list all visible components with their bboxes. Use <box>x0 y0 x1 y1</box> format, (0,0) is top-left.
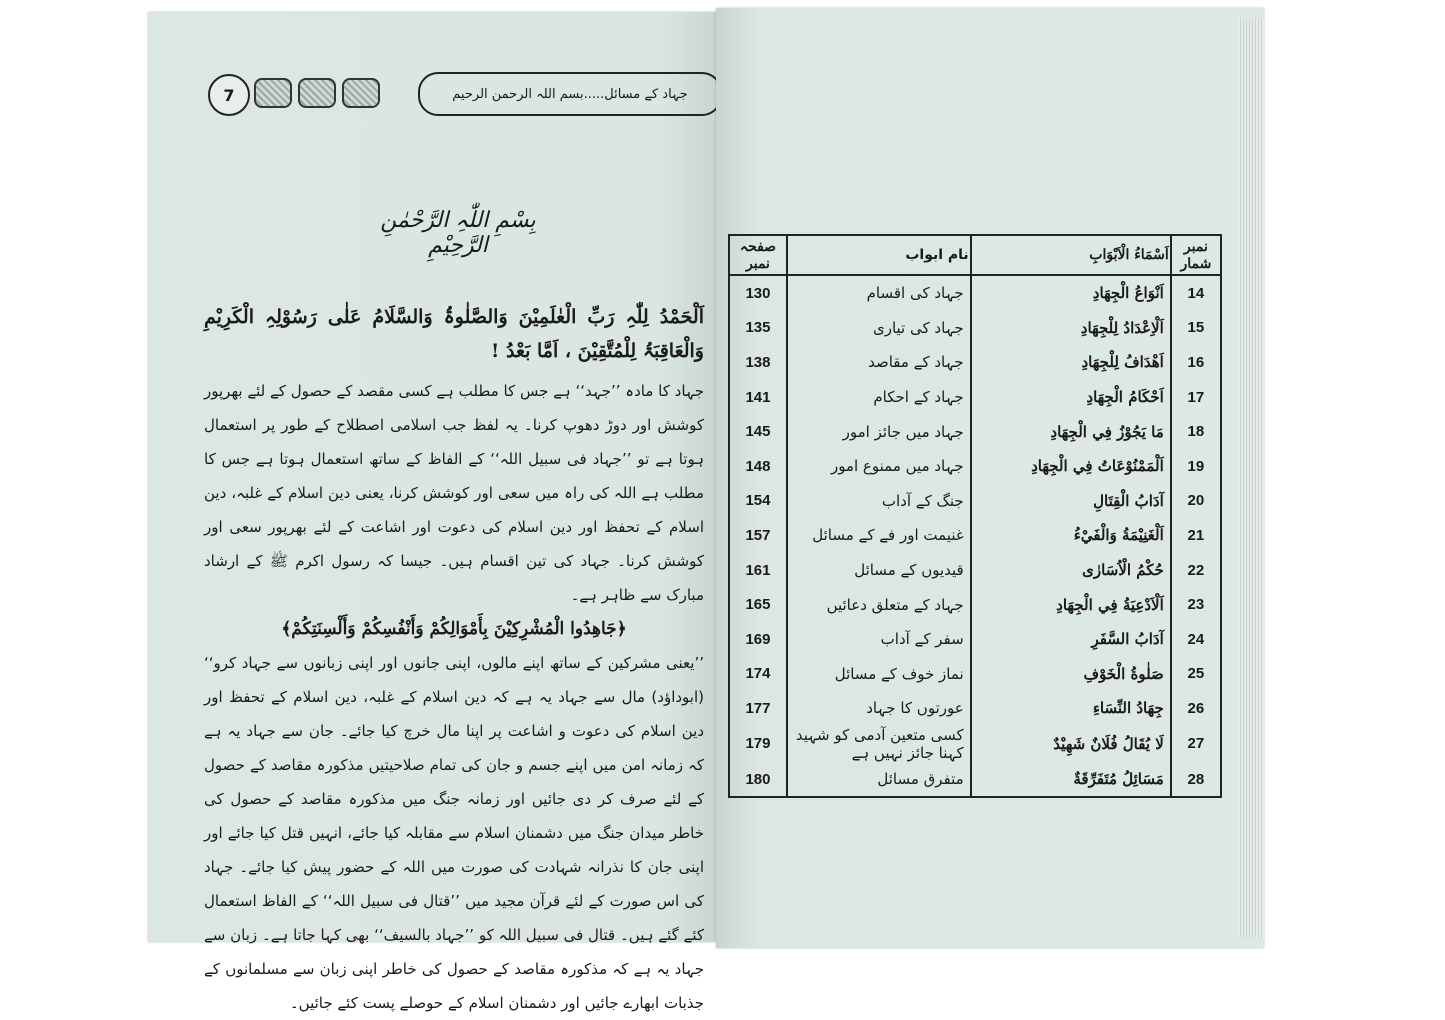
row-page: 148 <box>729 449 787 484</box>
row-urdu-title: نماز خوف کے مسائل <box>787 657 971 692</box>
bismillah-calligraphy: بِسْمِ اللّٰہِ الرَّحْمٰنِ الرَّحِیْمِ <box>380 208 536 258</box>
row-number: 21 <box>1171 518 1221 553</box>
row-number: 17 <box>1171 380 1221 415</box>
row-arabic-title: اَنْوَاعُ الْجِهَادِ <box>971 275 1171 311</box>
row-arabic-title: مَسَائِلُ مُتَفَرِّقَةٌ <box>971 762 1171 798</box>
table-row <box>729 484 1221 519</box>
row-number: 18 <box>1171 414 1221 449</box>
row-urdu-title: جہاد کے مقاصد <box>787 345 971 380</box>
header-ornament-icon <box>254 78 404 110</box>
table-row <box>729 691 1221 726</box>
row-urdu-title: جہاد میں ممنوع امور <box>787 449 971 484</box>
row-page: 161 <box>729 553 787 588</box>
row-number: 19 <box>1171 449 1221 484</box>
row-arabic-title: اَلْاِعْدَادُ لِلْجِهَادِ <box>971 311 1171 346</box>
row-page: 145 <box>729 414 787 449</box>
table-row <box>729 380 1221 415</box>
row-page: 174 <box>729 657 787 692</box>
table-row <box>729 449 1221 484</box>
header-urdu: نام ابواب <box>787 235 971 275</box>
row-arabic-title: اَحْكَامُ الْجِهَادِ <box>971 380 1171 415</box>
row-number: 28 <box>1171 762 1221 798</box>
row-urdu-title: عورتوں کا جہاد <box>787 691 971 726</box>
row-urdu-title: جہاد کی اقسام <box>787 275 971 311</box>
table-row <box>729 762 1221 798</box>
open-book <box>148 8 1288 1012</box>
row-number: 24 <box>1171 622 1221 657</box>
contents-table <box>728 234 1222 798</box>
row-urdu-title: سفر کے آداب <box>787 622 971 657</box>
row-arabic-title: اَلْغَنِيْمَةُ وَالْفَيْءُ <box>971 518 1171 553</box>
row-page: 157 <box>729 518 787 553</box>
table-row <box>729 587 1221 622</box>
row-page: 180 <box>729 762 787 798</box>
row-arabic-title: لَا يُقَالُ فُلَانٌ شَهِيْدٌ <box>971 726 1171 762</box>
row-number: 16 <box>1171 345 1221 380</box>
paragraph-1: جہاد کا مادہ ’’جہد‘‘ ہے جس کا مطلب ہے کسی مقصد کے حصول کے لئے بھرپور کوشش اور دوڑ دھوپ کرنا۔ یہ لفظ جب اسلامی اصطلاح کے طور پر استعمال ہوتا ہے تو ’’جہاد فی سبیل اللہ‘‘ کے الفاظ کے ساتھ استعمال ہوتا ہے جس کا مطلب ہے اللہ کی راہ میں سعی اور کوشش کرنا، یعنی دین اسلام کے غلبہ، دین اسلام کے تحفظ اور دین اسلام کی دعوت اور اشاعت کے لئے بھرپور سعی اور کوشش کرنا۔ جہاد کی تین اقسام ہیں۔ جیسا کہ رسول اکرم ﷺ کے ارشاد مبارک سے ظاہر ہے۔ <box>204 382 704 604</box>
row-page: 169 <box>729 622 787 657</box>
header-page: صفحہ نمبر <box>729 235 787 275</box>
row-number: 23 <box>1171 587 1221 622</box>
row-number: 20 <box>1171 484 1221 519</box>
page-header <box>208 72 718 118</box>
page-number: 7 <box>208 74 250 116</box>
row-urdu-title: جہاد کے احکام <box>787 380 971 415</box>
row-arabic-title: اَلْمَمْنُوْعَاتُ فِي الْجِهَادِ <box>971 449 1171 484</box>
paragraph-2: ’’یعنی مشرکین کے ساتھ اپنے مالوں، اپنی جانوں اور اپنی زبانوں سے جہاد کرو‘‘ (ابوداؤد) مال سے جہاد یہ ہے کہ دین اسلام کے غلبہ، دین اسلام کے تحفظ اور دین اسلام کی دعوت و اشاعت پر اپنا مال خرچ کیا جائے۔ جان سے جہاد یہ ہے کہ زمانہ امن میں اپنے جسم و جان کی تمام صلاحیتیں مذکورہ مقاصد کے حصول کے لئے صرف کر دی جائیں اور زمانہ جنگ میں مذکورہ مقاصد کے حصول کی خاطر میدان جنگ میں دشمنان اسلام سے مقابلہ کیا جائے، انہیں قتل کیا جائے اور اپنی جان کا نذرانہ شہادت کی صورت میں اللہ کے حضور پیش کیا جائے۔ جہاد کی اس صورت کے لئے قرآن مجید میں ’’قتال فی سبیل اللہ‘‘ کے الفاظ استعمال کئے گئے ہیں۔ قتال فی سبیل اللہ کو ’’جہاد بالسیف‘‘ بھی کہا جاتا ہے۔ زبان سے جہاد یہ ہے کہ مذکورہ مقاصد کے حصول کی خاطر اپنی زبان سے مسلمانوں کے جذبات ابھارے جائیں اور دشمنان اسلام کے حوصلے پست کئے جائیں۔ <box>204 654 704 1012</box>
header-title: جہاد کے مسائل.....بسم اللہ الرحمن الرحیم <box>418 72 722 116</box>
row-urdu-title: قیدیوں کے مسائل <box>787 553 971 588</box>
row-arabic-title: صَلٰوةُ الْخَوْفِ <box>971 657 1171 692</box>
row-urdu-title: غنیمت اور فے کے مسائل <box>787 518 971 553</box>
row-number: 25 <box>1171 657 1221 692</box>
row-urdu-title: کسی متعین آدمی کو شہید کہنا جائز نہیں ہے <box>787 726 971 762</box>
row-page: 130 <box>729 275 787 311</box>
row-arabic-title: مَا يَجُوْزُ فِي الْجِهَادِ <box>971 414 1171 449</box>
row-number: 22 <box>1171 553 1221 588</box>
table-row <box>729 726 1221 762</box>
row-urdu-title: جہاد میں جائز امور <box>787 414 971 449</box>
row-page: 165 <box>729 587 787 622</box>
table-row <box>729 518 1221 553</box>
table-row <box>729 414 1221 449</box>
row-urdu-title: متفرق مسائل <box>787 762 971 798</box>
row-page: 138 <box>729 345 787 380</box>
table-row <box>729 345 1221 380</box>
row-urdu-title: جہاد کی تیاری <box>787 311 971 346</box>
table-row <box>729 657 1221 692</box>
row-arabic-title: اَلْاَدْعِيَةُ فِي الْجِهَادِ <box>971 587 1171 622</box>
page-edges <box>1238 18 1264 938</box>
row-number: 15 <box>1171 311 1221 346</box>
row-arabic-title: آدَابُ الْقِتَالِ <box>971 484 1171 519</box>
row-number: 14 <box>1171 275 1221 311</box>
header-number: نمبر شمار <box>1171 235 1221 275</box>
table-row <box>729 622 1221 657</box>
row-page: 177 <box>729 691 787 726</box>
table-row <box>729 275 1221 311</box>
table-header-row <box>729 235 1221 275</box>
table-row <box>729 311 1221 346</box>
row-arabic-title: حُكْمُ الْاُسَارٰى <box>971 553 1171 588</box>
row-page: 135 <box>729 311 787 346</box>
body-text <box>204 300 704 1020</box>
row-page: 141 <box>729 380 787 415</box>
hadith-verse: ﴿جَاهِدُوا الْمُشْرِكِيْنَ بِأَمْوَالِكُمْ وَأَنْفُسِكُمْ وَأَلْسِنَتِكُمْ﴾ <box>281 619 627 639</box>
header-arabic: اَسْمَاءُ الْاَبْوَابِ <box>971 235 1171 275</box>
left-page <box>148 12 716 1012</box>
row-urdu-title: جہاد کے متعلق دعائیں <box>787 587 971 622</box>
row-page: 154 <box>729 484 787 519</box>
row-number: 26 <box>1171 691 1221 726</box>
row-urdu-title: جنگ کے آداب <box>787 484 971 519</box>
table-row <box>729 553 1221 588</box>
row-arabic-title: جِهَادُ النِّسَاءِ <box>971 691 1171 726</box>
opening-praise: اَلْحَمْدُ لِلّٰہِ رَبِّ الْعٰلَمِیْنَ وَالصَّلٰوۃُ وَالسَّلَامُ عَلٰی رَسُوْلِہِ الْکَرِیْمِ وَالْعَاقِبَۃُ لِلْمُتَّقِیْنَ ، اَمَّا بَعْدُ ! <box>204 306 704 362</box>
row-arabic-title: آدَابُ السَّفَرِ <box>971 622 1171 657</box>
row-page: 179 <box>729 726 787 762</box>
row-arabic-title: اَهْدَافُ لِلْجِهَادِ <box>971 345 1171 380</box>
row-number: 27 <box>1171 726 1221 762</box>
